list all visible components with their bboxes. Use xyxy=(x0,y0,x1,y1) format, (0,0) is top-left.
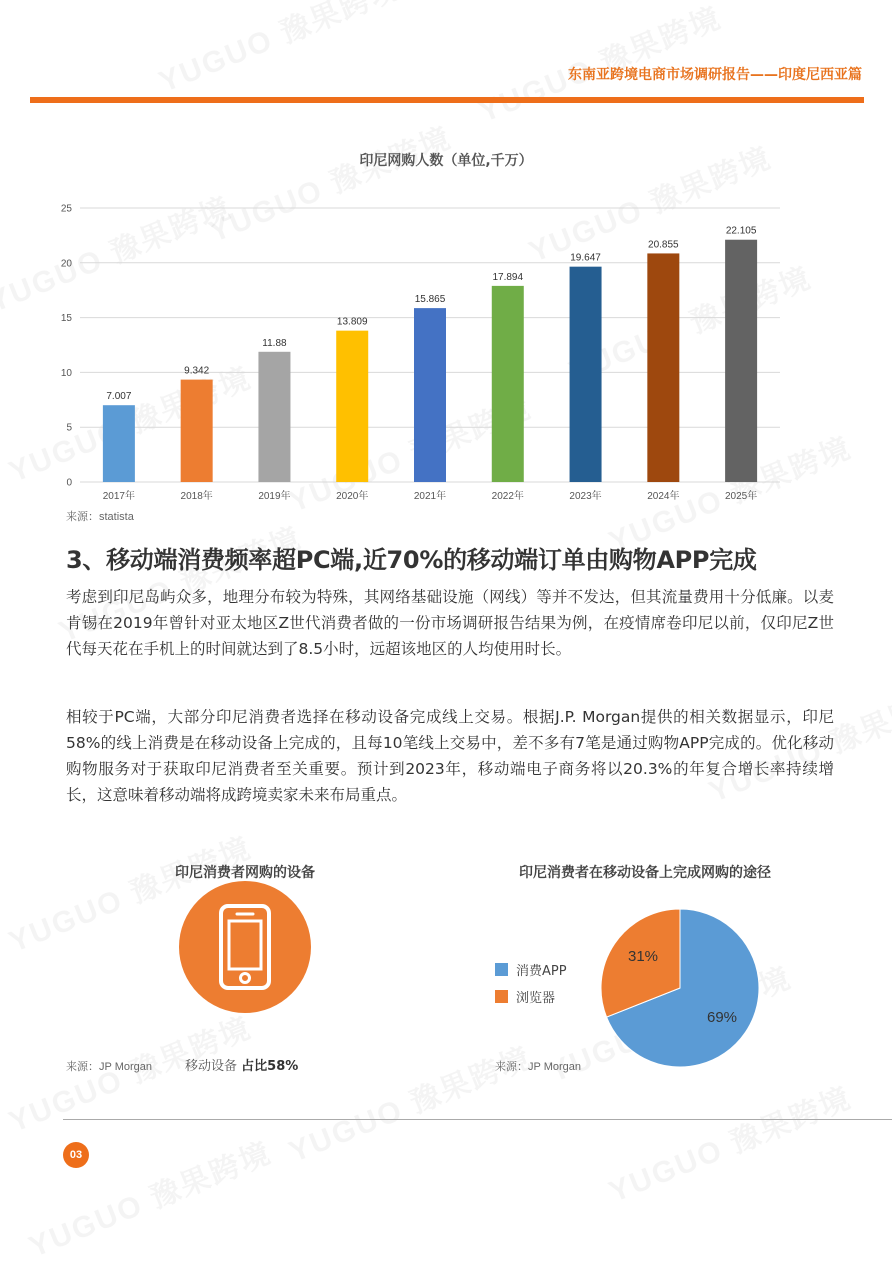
section-heading: 3、移动端消费频率超PC端,近70%的移动端订单由购物APP完成 xyxy=(66,546,757,574)
watermark xyxy=(601,1073,857,1211)
paragraph: 考虑到印尼岛屿众多，地理分布较为特殊，其网络基础设施（网线）等并不发达，但其流量费用十分低廉。以麦肯锡在2019年曾针对亚太地区Z世代消费者做的一份市场调研报告结果为例，在疫情席卷印尼以前，仅印尼Z世代每天花在手机上的时间就达到了8.5小时，远超该地区的人均使用时长。 xyxy=(66,588,834,658)
y-tick-label: 20 xyxy=(60,258,72,270)
chart-source: 来源：statista xyxy=(66,511,134,523)
x-tick-label: 2018年 xyxy=(180,491,213,502)
bar xyxy=(647,253,679,482)
legend-swatch-app xyxy=(495,963,508,976)
bar xyxy=(570,267,602,482)
device-caption-share: 占比58% xyxy=(241,1059,299,1074)
y-tick-label: 25 xyxy=(60,203,72,215)
x-tick-label: 2017年 xyxy=(102,491,136,502)
report-title: 东南亚跨境电商市场调研报告——印度尼西亚篇 xyxy=(568,67,862,83)
bar-value-label: 17.894 xyxy=(492,271,524,283)
bar-value-label: 11.88 xyxy=(262,337,287,349)
x-tick-label: 2025年 xyxy=(724,491,758,502)
bar-value-label: 7.007 xyxy=(106,391,132,403)
x-tick-label: 2024年 xyxy=(647,491,680,502)
x-tick-label: 2019年 xyxy=(258,491,291,502)
pie-label-app: 69% xyxy=(707,1009,738,1026)
device-panel-title: 印尼消费者网购的设备 xyxy=(175,865,315,881)
device-caption xyxy=(185,1055,298,1074)
smartphone-icon xyxy=(179,881,311,1013)
footer-divider xyxy=(63,1119,892,1120)
legend-label-app: 消费APP xyxy=(516,964,567,979)
y-tick-label: 0 xyxy=(66,477,72,489)
bar xyxy=(336,331,368,482)
legend-item-app xyxy=(495,960,567,979)
bar xyxy=(103,405,135,482)
y-tick-label: 10 xyxy=(60,367,72,379)
legend-item-browser xyxy=(495,987,555,1006)
device-caption-label: 移动设备 xyxy=(185,1059,238,1074)
pie-panel-title: 印尼消费者在移动设备上完成网购的途径 xyxy=(519,865,771,881)
chart-title: 印尼网购人数（单位,千万） xyxy=(359,153,533,169)
watermark xyxy=(281,1033,537,1171)
bar-chart xyxy=(60,195,790,510)
bar-value-label: 19.647 xyxy=(570,252,601,264)
bar-value-label: 15.865 xyxy=(414,294,446,306)
bar xyxy=(181,380,213,482)
bar xyxy=(414,308,446,482)
bar-value-label: 13.809 xyxy=(336,316,368,328)
y-tick-label: 15 xyxy=(60,313,72,325)
legend-swatch-browser xyxy=(495,990,508,1003)
page-number: 03 xyxy=(63,1142,89,1168)
x-tick-label: 2020年 xyxy=(336,491,369,502)
paragraph: 相较于PC端，大部分印尼消费者选择在移动设备完成线上交易。根据J.P. Morgan提供的相关数据显示，印尼58%的线上消费是在移动设备上完成的，且每10笔线上交易中，差不多有7笔是通过购物APP完成的。优化移动购物服务对于获取印尼消费者至关重要。预计到2023年，移动端电子商务将以20.3%的年复合增长率持续增长，这意味着移动端将成跨境卖家未来布局重点。 xyxy=(66,708,834,804)
x-tick-label: 2023年 xyxy=(569,491,602,502)
pie-chart xyxy=(600,908,760,1068)
y-tick-label: 5 xyxy=(66,422,72,434)
device-circle xyxy=(179,881,311,1013)
bar xyxy=(725,240,757,482)
bar-value-label: 22.105 xyxy=(725,225,757,237)
bar xyxy=(492,286,524,482)
pie-source: 来源：JP Morgan xyxy=(495,1061,581,1073)
header-divider xyxy=(30,97,864,103)
bar xyxy=(258,352,290,482)
device-source: 来源：JP Morgan xyxy=(66,1061,152,1073)
watermark xyxy=(21,1128,277,1266)
legend-label-browser: 浏览器 xyxy=(516,991,556,1006)
bar-value-label: 20.855 xyxy=(648,239,679,251)
x-tick-label: 2021年 xyxy=(413,491,447,502)
x-tick-label: 2022年 xyxy=(491,491,524,502)
watermark xyxy=(151,0,407,101)
pie-label-browser: 31% xyxy=(628,948,659,965)
bar-value-label: 9.342 xyxy=(184,365,210,377)
